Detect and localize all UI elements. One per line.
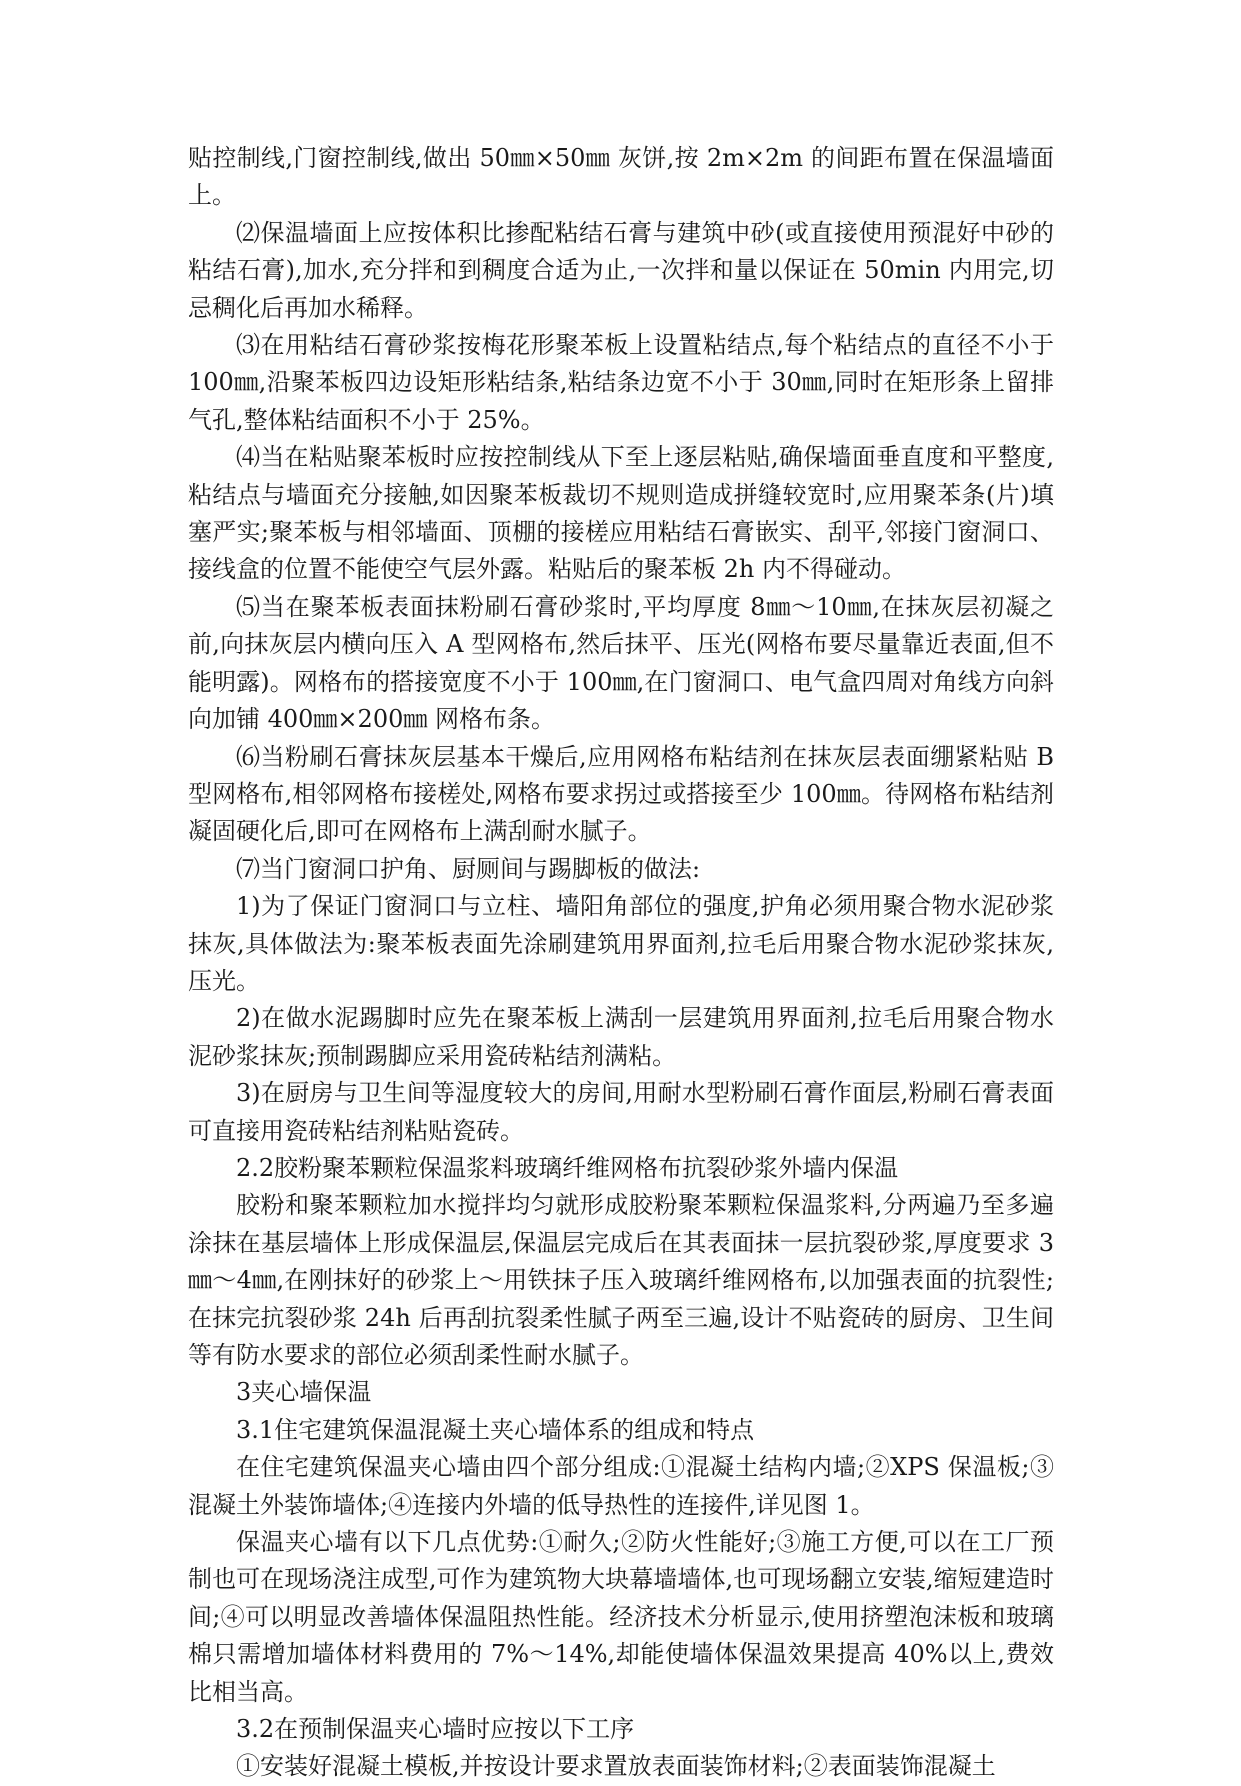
paragraph-continuation: 贴控制线,门窗控制线,做出 50㎜×50㎜ 灰饼,按 2m×2m 的间距布置在保温墙面上。 — [188, 144, 1054, 210]
paragraph-step-7: ⑺当门窗洞口护角、厨厕间与踢脚板的做法: — [236, 854, 701, 883]
paragraph-section-2-2: 胶粉和聚苯颗粒加水搅拌均匀就形成胶粉聚苯颗粒保温浆料,分两遍乃至多遍涂抹在基层墙体上形成保温层,保温层完成后在其表面抹一层抗裂砂浆,厚度要求 3㎜～4㎜,在刚抹好的砂浆上～用铁抹子压入玻璃纤维网格布,以加强表面的抗裂性;在抹完抗裂砂浆 24h 后再刮抗裂柔性腻子两至三遍,设计不贴瓷砖的厨房、卫生间等有防水要求的部位必须刮柔性耐水腻子。 — [188, 1191, 1054, 1369]
section-heading-3: 3夹心墙保温 — [236, 1378, 372, 1407]
section-heading-3-1: 3.1住宅建筑保温混凝土夹心墙体系的组成和特点 — [236, 1415, 755, 1444]
paragraph-procedure: ①安装好混凝土模板,并按设计要求置放表面装饰材料;②表面装饰混凝土 — [236, 1752, 996, 1781]
paragraph-step-4: ⑷当在粘贴聚苯板时应按控制线从下至上逐层粘贴,确保墙面垂直度和平整度,粘结点与墙面充分接触,如因聚苯板裁切不规则造成拼缝较宽时,应用聚苯条(片)填塞严实;聚苯板与相邻墙面、顶棚的接槎应用粘结石膏嵌实、刮平,邻接门窗洞口、接线盒的位置不能使空气层外露。粘贴后的聚苯板 2h 内不得碰动。 — [188, 443, 1054, 584]
paragraph-step-5: ⑸当在聚苯板表面抹粉刷石膏砂浆时,平均厚度 8㎜～10㎜,在抹灰层初凝之前,向抹灰层内横向压入 A 型网格布,然后抹平、压光(网格布要尽量靠近表面,但不能明露)。网格布的搭接宽度不小于 100㎜,在门窗洞口、电气盒四周对角线方向斜向加铺 400㎜×200㎜ 网格布条。 — [188, 592, 1054, 734]
paragraph-step-6: ⑹当粉刷石膏抹灰层基本干燥后,应用网格布粘结剂在抹灰层表面绷紧粘贴 B 型网格布,相邻网格布接槎处,网格布要求拐过或搭接至少 100㎜。待网格布粘结剂凝固硬化后,即可在网格布上满刮耐水腻子。 — [188, 742, 1054, 846]
paragraph-substep-3: 3)在厨房与卫生间等湿度较大的房间,用耐水型粉刷石膏作面层,粉刷石膏表面可直接用瓷砖粘结剂粘贴瓷砖。 — [188, 1079, 1054, 1145]
section-heading-2-2: 2.2胶粉聚苯颗粒保温浆料玻璃纤维网格布抗裂砂浆外墙内保温 — [236, 1153, 899, 1182]
paragraph-step-3: ⑶在用粘结石膏砂浆按梅花形聚苯板上设置粘结点,每个粘结点的直径不小于 100㎜,沿聚苯板四边设矩形粘结条,粘结条边宽不小于 30㎜,同时在矩形条上留排气孔,整体粘结面积不小于 25%。 — [188, 331, 1054, 434]
paragraph-advantages: 保温夹心墙有以下几点优势:①耐久;②防火性能好;③施工方便,可以在工厂预制也可在现场浇注成型,可作为建筑物大块幕墙墙体,也可现场翻立安装,缩短建造时间;④可以明显改善墙体保温阻热性能。经济技术分析显示,使用挤塑泡沫板和玻璃棉只需增加墙体材料费用的 7%～14%,却能使墙体保温效果提高 40%以上,费效比相当高。 — [188, 1528, 1054, 1706]
document-body — [188, 140, 1054, 1786]
paragraph-substep-2: 2)在做水泥踢脚时应先在聚苯板上满刮一层建筑用界面剂,拉毛后用聚合物水泥砂浆抹灰;预制踢脚应采用瓷砖粘结剂满粘。 — [188, 1004, 1054, 1070]
paragraph-substep-1: 1)为了保证门窗洞口与立柱、墙阳角部位的强度,护角必须用聚合物水泥砂浆抹灰,具体做法为:聚苯板表面先涂刷建筑用界面剂,拉毛后用聚合物水泥砂浆抹灰,压光。 — [188, 892, 1054, 995]
paragraph-composition: 在住宅建筑保温夹心墙由四个部分组成:①混凝土结构内墙;②XPS 保温板;③混凝土外装饰墙体;④连接内外墙的低导热性的连接件,详见图 1。 — [188, 1453, 1054, 1519]
paragraph-step-2: ⑵保温墙面上应按体积比掺配粘结石膏与建筑中砂(或直接使用预混好中砂的粘结石膏),加水,充分拌和到稠度合适为止,一次拌和量以保证在 50min 内用完,切忌稠化后再加水稀释。 — [188, 218, 1054, 322]
section-heading-3-2: 3.2在预制保温夹心墙时应按以下工序 — [236, 1715, 635, 1744]
